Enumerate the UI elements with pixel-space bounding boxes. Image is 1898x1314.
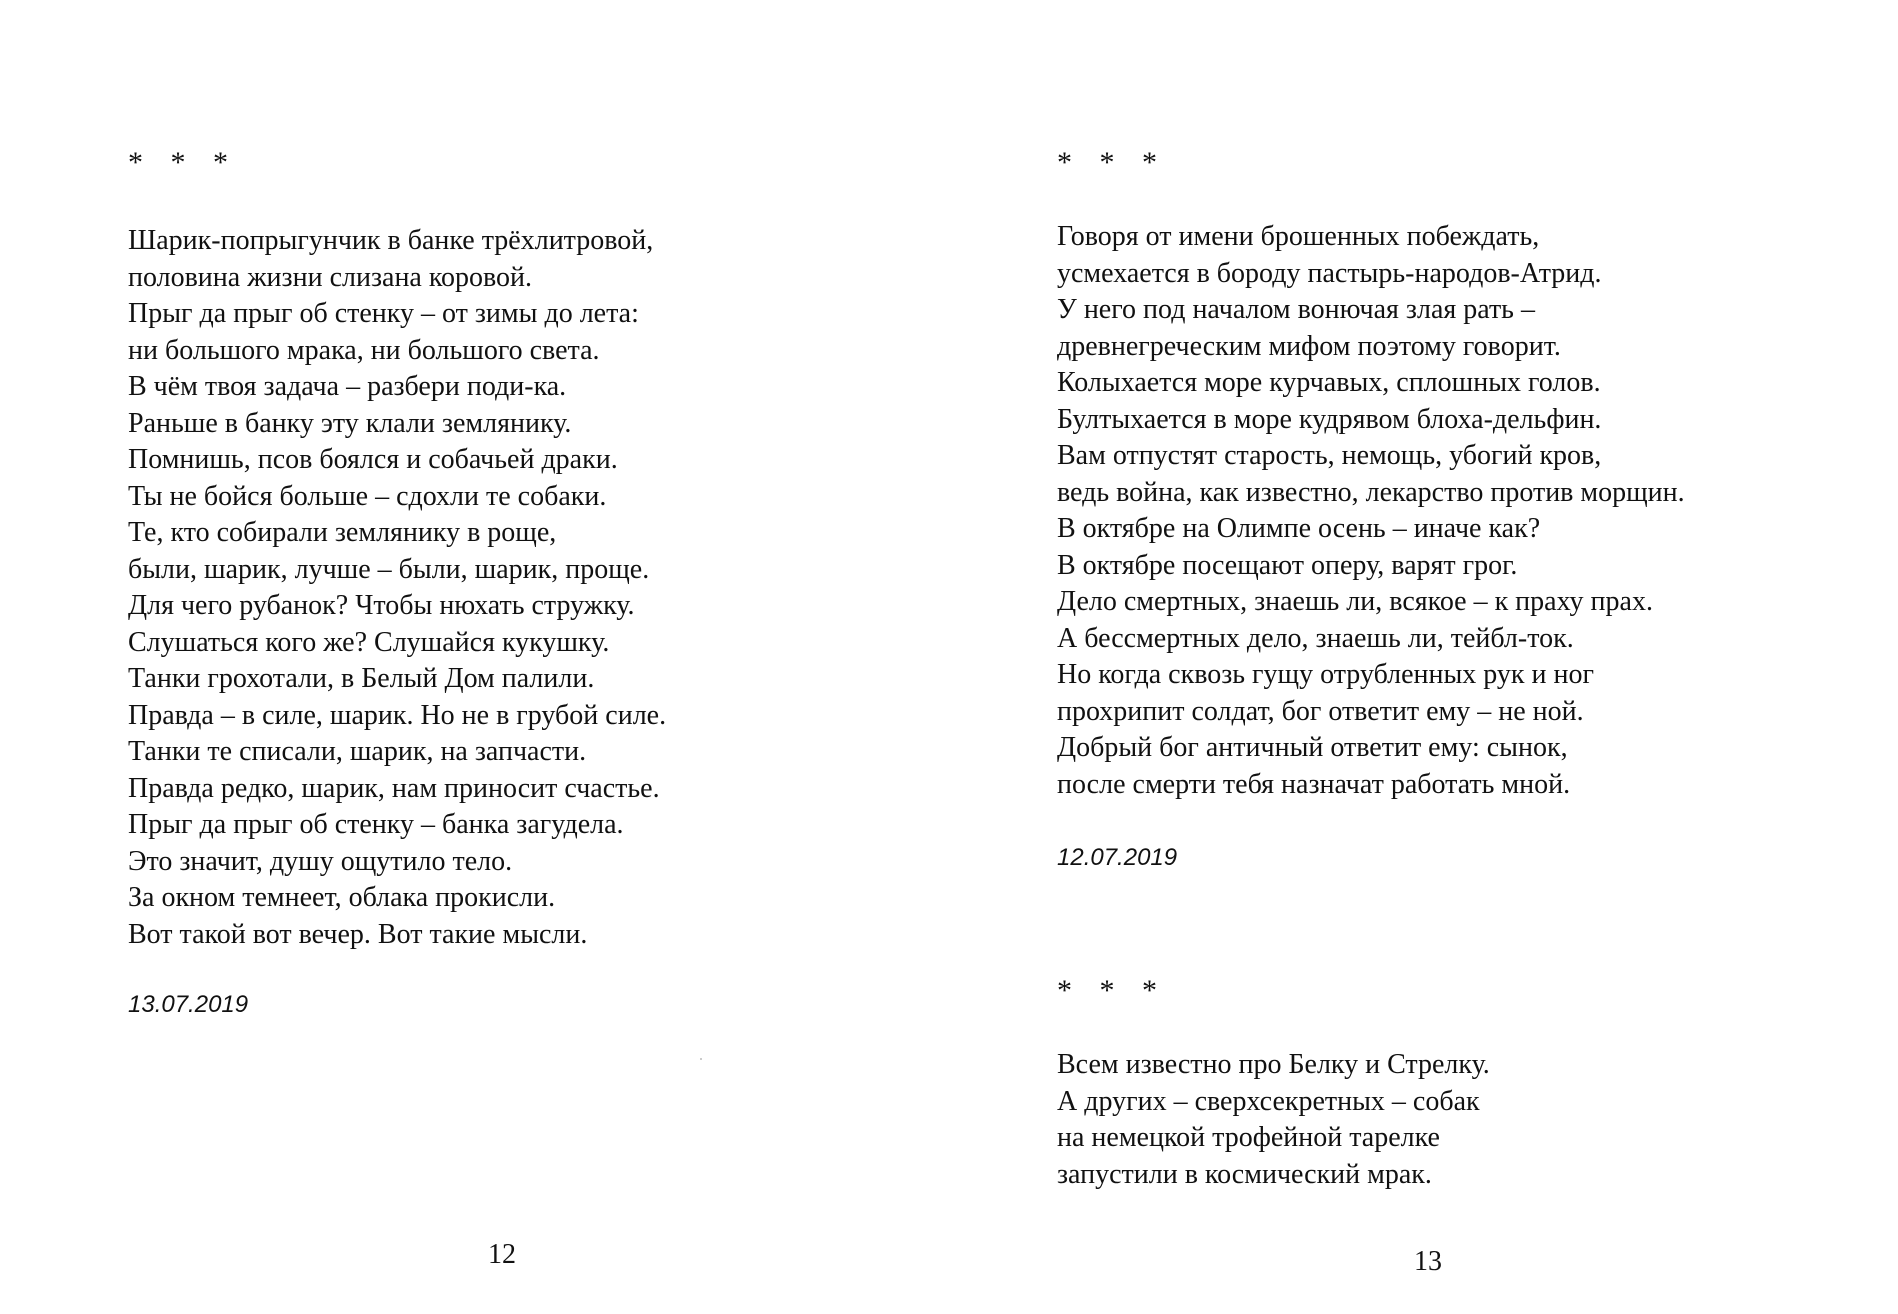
poem-line: Говоря от имени брошенных побеждать, (1057, 221, 1540, 252)
poem-line: А других – сверхсекретных – собак (1057, 1085, 1480, 1117)
poem-line: Но когда сквозь гущу отрубленных рук и ног (1057, 659, 1594, 690)
poem-line: Правда редко, шарик, нам приносит счастье. (128, 772, 660, 804)
poem-date: 12.07.2019 (1057, 844, 1178, 871)
poem-line: Добрый бог античный ответит ему: сынок, (1057, 732, 1568, 763)
poem-line: Танки те списали, шарик, на запчасти. (128, 736, 587, 767)
poem-line: древнегреческим мифом поэтому говорит. (1057, 330, 1561, 362)
poem-line: Прыг да прыг об стенку – банка загудела. (128, 809, 624, 840)
poem-line: на немецкой трофейной тарелке (1057, 1122, 1440, 1153)
poem-line: Правда – в силе, шарик. Но не в грубой силе. (128, 699, 667, 731)
poem-line: запустили в космический мрак. (1057, 1158, 1432, 1190)
poem-date: 13.07.2019 (128, 991, 249, 1018)
poem-lines (1057, 1047, 1490, 1193)
poem-separator: * * * (1057, 974, 1167, 1007)
poem-line: У него под началом вонючая злая рать – (1057, 294, 1535, 325)
poem-line: прохрипит солдат, бог ответит ему – не ной. (1057, 695, 1584, 727)
poem-line: Вот такой вот вечер. Вот такие мысли. (128, 918, 588, 950)
poem-line: Слушаться кого же? Слушайся кукушку. (128, 626, 610, 658)
poem-line: Прыг да прыг об стенку – от зимы до лета: (128, 298, 639, 329)
poem-line: А бессмертных дело, знаешь ли, тейбл-ток. (1057, 622, 1574, 654)
poem-line: Помнишь, псов боялся и собачьей драки. (128, 444, 618, 475)
poem-line: ни большого мрака, ни большого света. (128, 334, 600, 366)
poem-line: были, шарик, лучше – были, шарик, проще. (128, 553, 650, 585)
poem-line: усмехается в бороду пастырь-народов-Атрид. (1057, 257, 1602, 289)
poem-line: В октябре на Олимпе осень – иначе как? (1057, 513, 1541, 544)
poem-lines (1057, 219, 1685, 803)
page-number: 12 (488, 1239, 516, 1270)
paper-speck (700, 1058, 702, 1060)
poem-line: В октябре посещают оперу, варят грог. (1057, 549, 1518, 581)
poem-line: Те, кто собирали землянику в роще, (128, 517, 557, 548)
poem-line: половина жизни слизана коровой. (128, 261, 533, 293)
poem-line: Всем известно про Белку и Стрелку. (1057, 1049, 1490, 1080)
poem-separator: * * * (128, 146, 238, 179)
poem-line: Бултыхается в море кудрявом блоха-дельфин. (1057, 403, 1602, 435)
poem-line: В чём твоя задача – разбери поди-ка. (128, 371, 567, 402)
poem-line: Дело смертных, знаешь ли, всякое – к праху прах. (1057, 586, 1653, 617)
right-page (949, 0, 1898, 1314)
poem-line: после смерти тебя назначат работать мной. (1057, 768, 1571, 800)
poem-line: За окном темнеет, облака прокисли. (128, 882, 556, 913)
poem-line: Это значит, душу ощутило тело. (128, 845, 513, 877)
poem-line: Ты не бойся больше – сдохли те собаки. (128, 480, 607, 512)
page-number: 13 (1414, 1246, 1442, 1277)
poem-separator: * * * (1057, 146, 1167, 179)
poem-line: Вам отпустят старость, немощь, убогий кров, (1057, 440, 1602, 471)
poem-line: Для чего рубанок? Чтобы нюхать стружку. (128, 590, 635, 621)
poem-line: ведь война, как известно, лекарство против морщин. (1057, 476, 1685, 508)
poem-line: Танки грохотали, в Белый Дом палили. (128, 663, 595, 694)
poem-line: Шарик-попрыгунчик в банке трёхлитровой, (128, 225, 654, 256)
poem-line: Колыхается море курчавых, сплошных голов. (1057, 367, 1601, 398)
poem-lines (128, 223, 666, 953)
poem-line: Раньше в банку эту клали землянику. (128, 407, 572, 439)
